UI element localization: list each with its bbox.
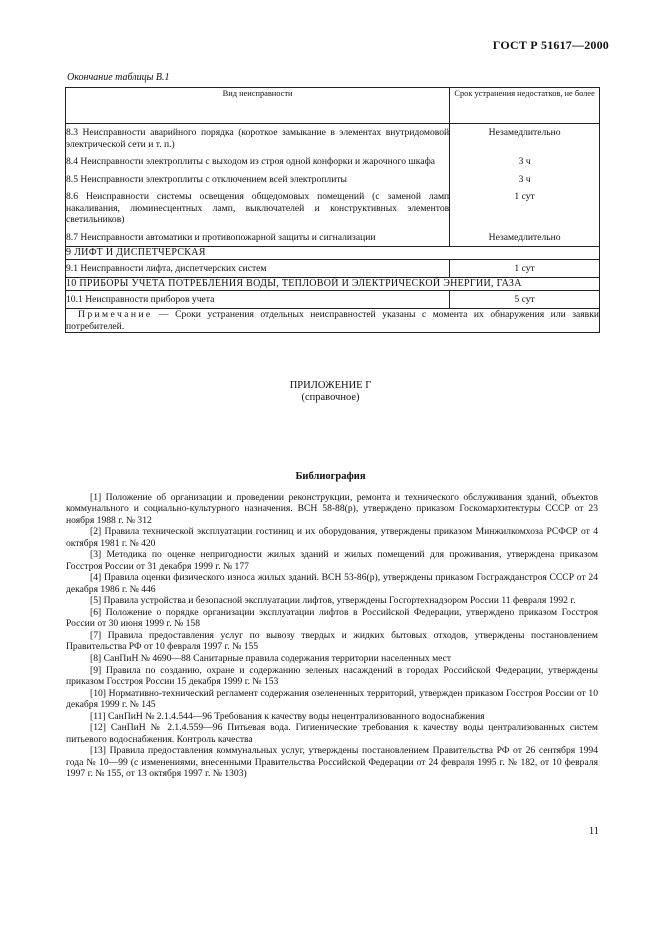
- column-header-term: Срок устранения недостатков, не более: [450, 88, 600, 124]
- bibliography-item: [10] Нормативно-технический регламент содержания озелененных территорий, утвержден приказом Госстроя России от 10 декабря 1999 г. № 145: [66, 687, 598, 710]
- table-caption: Окончание таблицы В.1: [67, 72, 170, 83]
- appendix-heading: [0, 380, 661, 404]
- bibliography-item: [1] Положение об организации и проведении реконструкции, ремонта и технического обслуживания зданий, объектов коммунального и социально-культурного назначения. ВСН 58-88(р), утверждено приказом Госкомархитектуры СССР от 23 ноября 1988 г. № 312: [66, 492, 598, 526]
- bibliography-title: Библиография: [295, 471, 366, 482]
- defects-table: [65, 87, 600, 333]
- table-row: 8.3 Неисправности аварийного порядка (короткое замыкание в элементах внутридомовой электрической сети и т. п.) Незамедлительно: [66, 124, 600, 154]
- bibliography-list: [66, 492, 598, 780]
- appendix-title: ПРИЛОЖЕНИЕ Г: [289, 380, 372, 391]
- section-heading: 9 ЛИФТ И ДИСПЕТЧЕРСКАЯ: [66, 247, 600, 260]
- bibliography-item: [8] СанПиН № 4690—88 Санитарные правила содержания территории населенных мест: [90, 652, 452, 664]
- bibliography-item: [6] Положение о порядке организации эксплуатации лифтов в Российской Федерации, утверждено приказом Госстроя России от 30 июня 1999 г. № 158: [66, 606, 598, 630]
- table-row: 10.1 Неисправности приборов учета 5 сут: [66, 290, 600, 309]
- appendix-subtitle: (справочное): [301, 392, 360, 403]
- bibliography-item: [11] СанПиН № 2.1.4.544—96 Требования к качеству воды нецентрализованного водоснабжения: [90, 710, 485, 722]
- table-row: 8.5 Неисправности электроплиты с отключением всей электроплиты 3 ч: [66, 171, 600, 189]
- column-header-defect: Вид неисправности: [66, 88, 450, 124]
- section-heading: 10 ПРИБОРЫ УЧЕТА ПОТРЕБЛЕНИЯ ВОДЫ, ТЕПЛОВОЙ И ЭЛЕКТРИЧЕСКОЙ ЭНЕРГИИ, ГАЗА: [66, 278, 600, 291]
- bibliography-item: [5] Правила устройства и безопасной эксплуатации лифтов, утверждены Госгортехнадзором России 11 февраля 1992 г.: [90, 595, 576, 607]
- bibliography-item: [9] Правила по созданию, охране и содержанию зеленых насаждений в городах Российской Федерации, утверждены приказом Госстроя России 15 декабря 1999 г. № 153: [66, 664, 598, 687]
- document-number: ГОСТ Р 51617—2000: [492, 38, 609, 52]
- note-label: Примечание: [78, 309, 153, 320]
- table-row: 8.7 Неисправности автоматики и противопожарной защиты и сигнализации Незамедлительно: [66, 229, 600, 247]
- note-text: — Сроки устранения отдельных неисправностей указаны с момента их обнаружения или заявки потребителей.: [66, 309, 599, 332]
- bibliography-item: [2] Правила технической эксплуатации гостиниц и их оборудования, утверждены приказом Минжилкомхоза РСФСР от 4 октября 1981 г. № 420: [66, 526, 598, 549]
- table-row: 8.4 Неисправности электроплиты с выходом из строя одной конфорки и жарочного шкафа 3 ч: [66, 153, 600, 171]
- table-note: [66, 309, 600, 333]
- table-row: 8.6 Неисправности системы освещения общедомовых помещений (с заменой ламп накаливания, люминесцентных ламп, выключателей и конструктивных элементов светильников) 1 сут: [66, 188, 600, 229]
- bibliography-item: [12] СанПиН № 2.1.4.559—96 Питьевая вода. Гигиенические требования к качеству воды централизованных систем питьевого водоснабжения. Контроль качества: [66, 722, 598, 745]
- table-row: 9.1 Неисправности лифта, диспетчерских систем 1 сут: [66, 259, 600, 278]
- bibliography-item: [4] Правила оценки физического износа жилых зданий. ВСН 53-86(р), утверждены приказом Госгражданстроя СССР от 24 декабря 1986 г. № 446: [66, 572, 598, 595]
- bibliography-item: [13] Правила предоставления коммунальных услуг, утверждены постановлением Правительства РФ от 26 сентября 1994 года № 10—99 (с изменениями, внесенными Правительства Российской Федерации от 24 февраля 1995 г. № 182, от 10 февраля 1997 г. № 155, от 13 октября 1997 г. № 1303): [66, 745, 598, 779]
- page-number: 11: [588, 826, 599, 837]
- bibliography-item: [7] Правила предоставления услуг по вывозу твердых и жидких бытовых отходов, утверждены постановлением Правительства РФ от 10 февраля 1997 г. № 155: [66, 629, 598, 653]
- bibliography-item: [3] Методика по оценке непригодности жилых зданий и жилых помещений для проживания, утверждена приказом Госстроя России от 31 декабря 1999 г. № 177: [66, 549, 598, 572]
